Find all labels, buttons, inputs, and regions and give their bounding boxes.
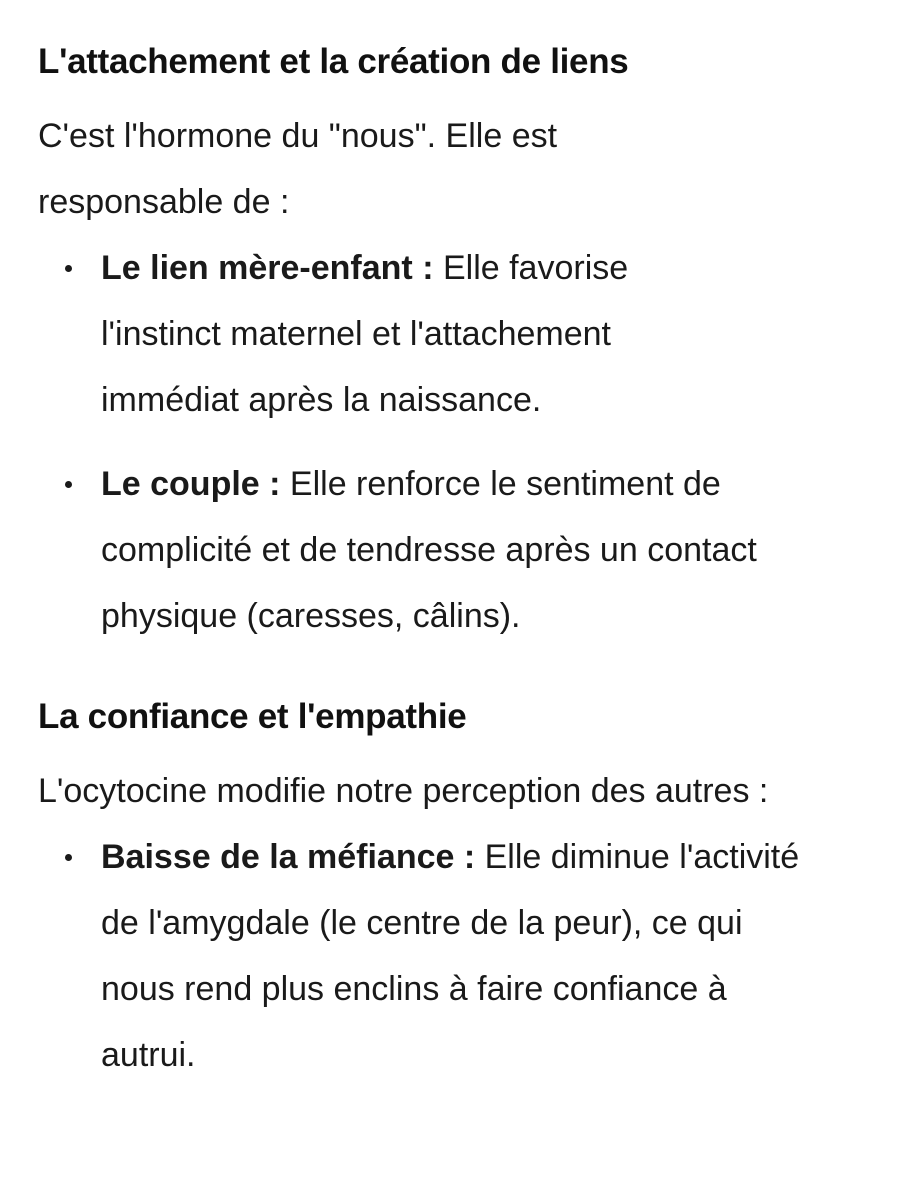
- document: [38, 0, 868, 1106]
- bullet-icon: [65, 854, 72, 861]
- list-item: [38, 235, 741, 433]
- bullet-list: [38, 824, 868, 1088]
- section-intro: L'ocytocine modifie notre perception des autres :: [38, 772, 769, 810]
- item-text: Elle renforce le sentiment de complicité et de tendresse après un contact physique (caresses, câlins).: [101, 465, 757, 635]
- section-heading: La confiance et l'empathie: [38, 697, 467, 736]
- section-attachement: [38, 29, 868, 649]
- item-text: Elle favorise l'instinct maternel et l'attachement immédiat après la naissance.: [101, 249, 629, 419]
- bullet-icon: [65, 265, 72, 272]
- item-term: Baisse de la méfiance :: [101, 838, 476, 876]
- item-term: Le lien mère-enfant :: [101, 249, 434, 287]
- item-term: Le couple :: [101, 465, 281, 503]
- list-item: [38, 824, 821, 1088]
- section-intro: C'est l'hormone du "nous". Elle est responsable de :: [38, 117, 558, 221]
- bullet-list: [38, 235, 868, 649]
- bullet-icon: [65, 481, 72, 488]
- section-confiance: [38, 684, 868, 1088]
- section-heading: L'attachement et la création de liens: [38, 42, 629, 81]
- item-text: Elle diminue l'activité de l'amygdale (le centre de la peur), ce qui nous rend plus enclins à faire confiance à autrui.: [101, 838, 800, 1074]
- list-item: [38, 451, 841, 649]
